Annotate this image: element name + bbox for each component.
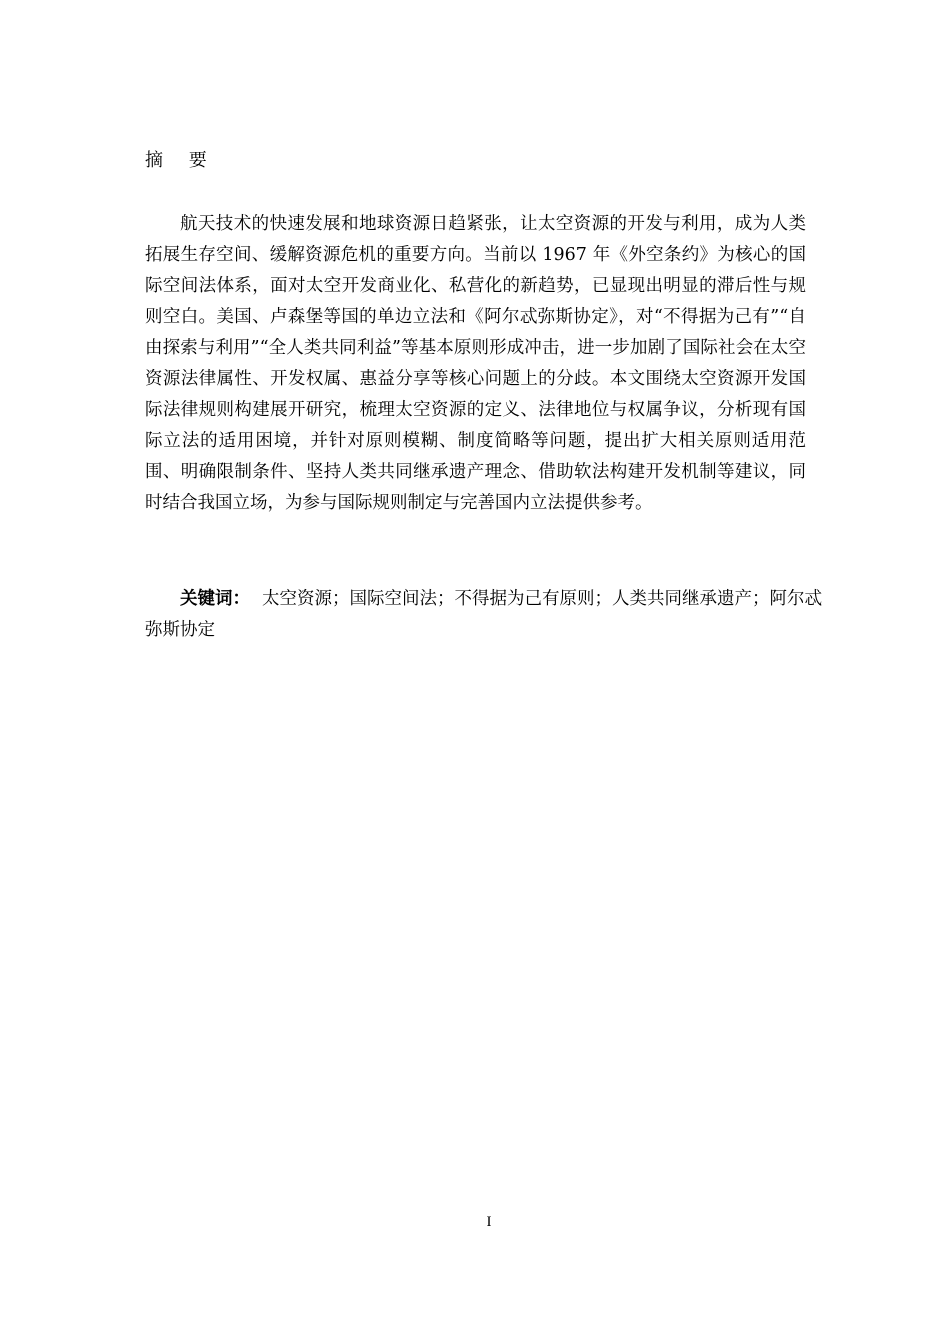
keywords-paragraph xyxy=(145,584,825,646)
abstract-heading: 摘 要 xyxy=(145,150,217,171)
keywords-text: 太空资源；国际空间法；不得据为己有原则；人类共同继承遗产；阿尔忒弥斯协定 xyxy=(145,589,822,640)
page-number: I xyxy=(486,1214,492,1230)
keywords-label: 关键词： xyxy=(180,589,250,609)
abstract-paragraph: 航天技术的快速发展和地球资源日趋紧张，让太空资源的开发与利用，成为人类拓展生存空间、缓解资源危机的重要方向。当前以 1967 年《外空条约》为核心的国际空间法体系，面对太空开发商业化、私营化的新趋势，已显现出明显的滞后性与规则空白。美国、卢森堡等国的单边立法和《阿尔忒弥斯协定》，对“不得据为己有”“自由探索与利用”“全人类共同利益”等基本原则形成冲击，进一步加剧了国际社会在太空资源法律属性、开发权属、惠益分享等核心问题上的分歧。本文围绕太空资源开发国际法律规则构建展开研究，梳理太空资源的定义、法律地位与权属争议，分析现有国际立法的适用困境，并针对原则模糊、制度简略等问题，提出扩大相关原则适用范围、明确限制条件、坚持人类共同继承遗产理念、借助软法构建开发机制等建议，同时结合我国立场，为参与国际规则制定与完善国内立法提供参考。 xyxy=(145,214,806,513)
